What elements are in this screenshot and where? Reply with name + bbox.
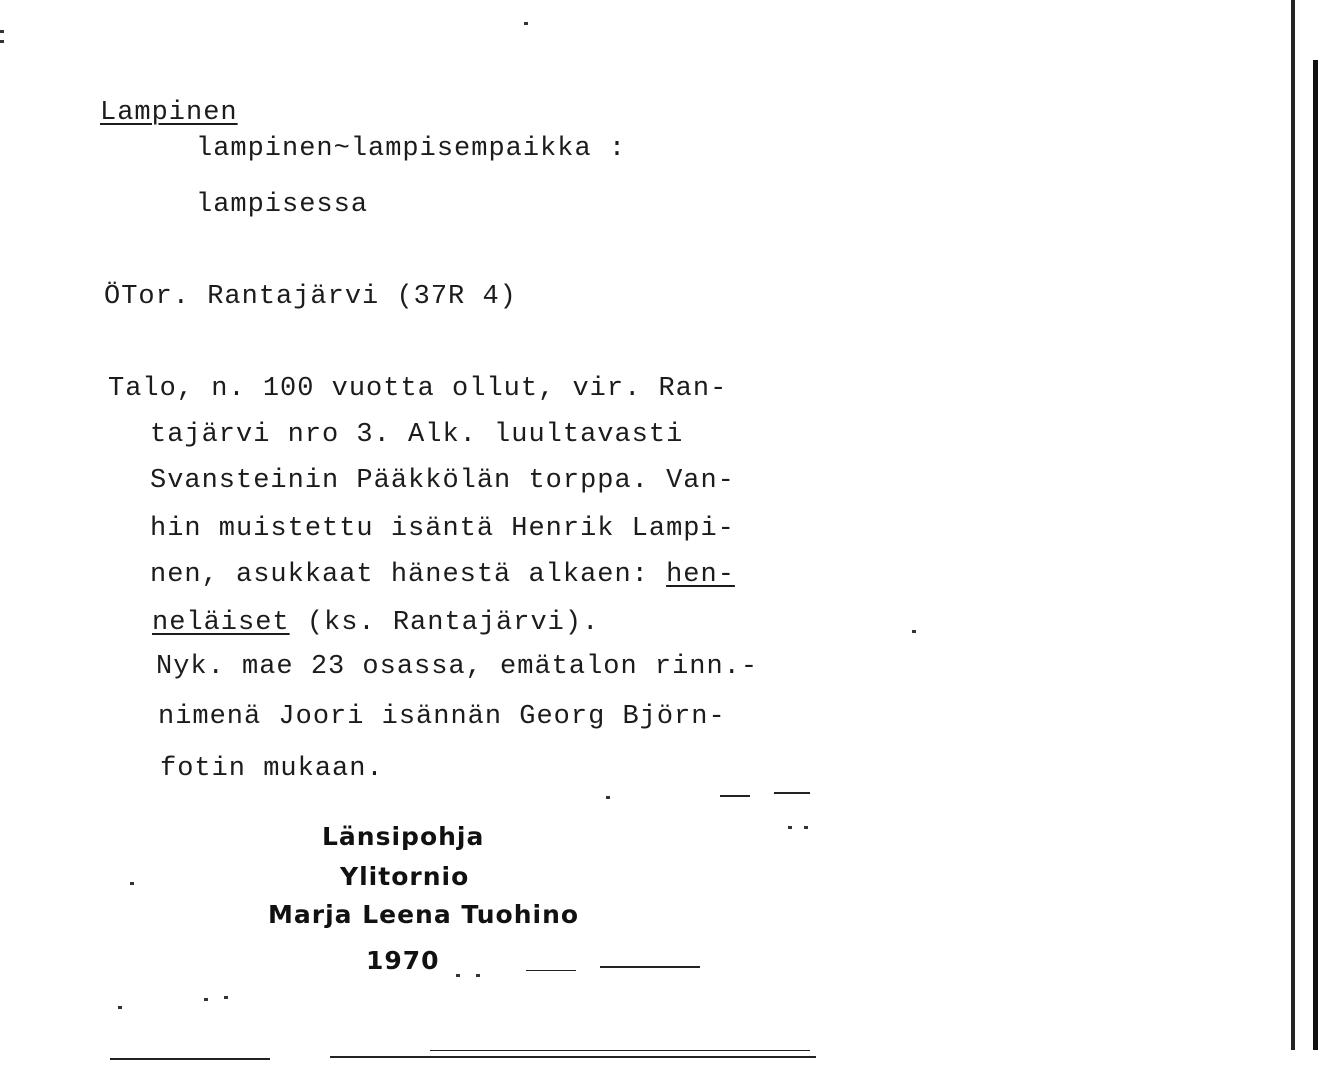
stamp-year: 1970 bbox=[366, 946, 440, 975]
body-line-8: nimenä Joori isännän Georg Björn- bbox=[158, 702, 726, 732]
scan-speck bbox=[0, 30, 4, 33]
card-edge-shadow bbox=[1313, 60, 1318, 1050]
scan-speck bbox=[804, 826, 808, 829]
scan-speck bbox=[788, 826, 792, 829]
stamp-collector: Marja Leena Tuohino bbox=[268, 900, 580, 929]
scan-speck bbox=[476, 974, 480, 977]
card-edge-line bbox=[1291, 0, 1295, 1050]
card-heading: Lampinen bbox=[100, 98, 238, 128]
scan-speck bbox=[0, 40, 4, 43]
scan-mark bbox=[110, 1058, 270, 1060]
body-line-9: fotin mukaan. bbox=[160, 754, 384, 784]
scan-mark bbox=[430, 1050, 810, 1051]
scan-speck bbox=[912, 630, 916, 633]
stamp-parish: Ylitornio bbox=[340, 862, 470, 891]
location-line: ÖTor. Rantajärvi (37R 4) bbox=[104, 282, 517, 312]
scan-speck bbox=[118, 1006, 122, 1009]
stamp-region: Länsipohja bbox=[322, 822, 485, 851]
body-line-6 bbox=[152, 608, 599, 638]
scan-speck bbox=[456, 974, 460, 977]
scan-mark bbox=[330, 1056, 816, 1058]
scan-mark bbox=[600, 966, 700, 968]
body-line-4: hin muistettu isäntä Henrik Lampi- bbox=[150, 514, 735, 544]
scan-mark bbox=[720, 795, 750, 797]
body-line-5 bbox=[150, 560, 735, 590]
scan-mark bbox=[774, 792, 810, 794]
forms-line-1: lampinen~lampisempaikka : bbox=[196, 134, 627, 164]
body-line-1: Talo, n. 100 vuotta ollut, vir. Ran- bbox=[108, 374, 728, 404]
body-line-2: tajärvi nro 3. Alk. luultavasti bbox=[150, 420, 684, 450]
body-line-6-text: (ks. Rantajärvi). bbox=[289, 608, 600, 638]
body-line-5-text: nen, asukkaat hänestä alkaen: bbox=[150, 560, 667, 590]
forms-line-2: lampisessa bbox=[196, 190, 369, 220]
body-line-7: Nyk. mae 23 osassa, emätalon rinn.- bbox=[156, 652, 759, 682]
scan-speck bbox=[130, 882, 134, 885]
body-line-6-underlined: neläiset bbox=[152, 608, 290, 638]
scan-speck bbox=[224, 996, 228, 999]
scan-speck bbox=[606, 796, 610, 799]
scan-mark bbox=[526, 970, 576, 971]
body-line-5-underlined: hen- bbox=[666, 560, 735, 590]
body-line-3: Svansteinin Pääkkölän torppa. Van- bbox=[150, 466, 735, 496]
scan-speck bbox=[524, 22, 528, 25]
scan-speck bbox=[204, 998, 208, 1001]
